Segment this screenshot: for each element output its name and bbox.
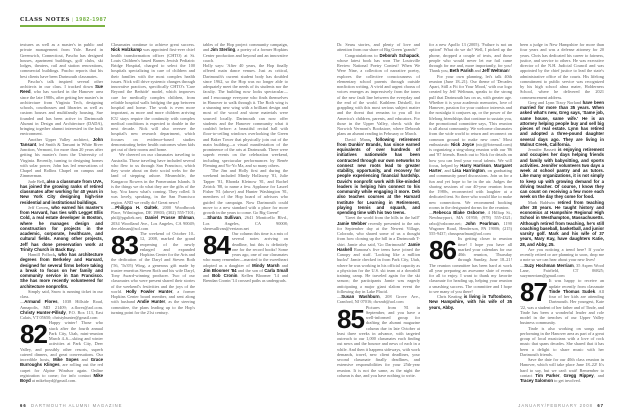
classmate-name: Philippa H. Gultek — [115, 204, 158, 210]
classmate-name: Jamie Webber — [337, 220, 367, 226]
paragraph — [20, 179, 103, 205]
paragraph — [520, 200, 604, 247]
page-number-right: 67 — [597, 403, 604, 408]
section-title: CLASS NOTES — [20, 17, 71, 23]
text-run: Jeff Cowen — [28, 204, 49, 210]
text-run: , who has worked in the Hanover area since the late 1980s, after getting her master's in architecture from Virginia Tech, designing schools, courthouses and libraries as well as custom houses and multifamily housing. Sue founded and has been active in Dartmouth Alumni in Design and Architecture (DADA), bringing together alumni interested in the built environment. — [20, 89, 103, 137]
classmate-name: retired from teaching after 38 years. He taught history and economics at Hampshire Regional High School in Westhampton, Massachusetts. Although retired from teaching, he's still coaching baseball, basketball, and junior varsity golf. Mark and his wife of 37 years, Mary Kay, have daughters Katie, 28, and Abby, 25. — [520, 199, 604, 247]
paragraph — [20, 289, 103, 300]
classmate-name: , who has architecture degrees from Berkeley and Harvard, designed for several firms before taking a break to focus on her family and community service in San Francisco. She has more recently volunteered for architecture nonprofits. — [20, 252, 103, 289]
text-run: and — [279, 262, 288, 268]
text-run: , — [491, 162, 494, 168]
paragraph — [111, 205, 195, 231]
paragraph — [429, 74, 512, 211]
text-run: at mikeboyd@gmail.com. — [30, 378, 77, 383]
classmate-name: John Tansant — [20, 136, 103, 147]
paragraph — [520, 357, 604, 383]
classmate-name: Lisa Harrington — [452, 168, 485, 173]
paragraph — [520, 147, 604, 200]
text-run: We cheered on our classmates traveling to Australia. Those traveling have included several who flew to us through San Francisco, which they wrote about on their social webs for the land of stepping ashore. Meanwhile, the Kangaroo Rowers in the Pomeranian Islands. It is the things we do what they are the gifts of the bay. You know what's coming. They rolled. It was lovely, speaking, in the San Francisco region. AND we really do! Great news! — [111, 152, 195, 205]
classmate-name: Shanta Sullivan — [207, 215, 241, 221]
text-run: Classmates continue to achieve great success. — [111, 42, 195, 47]
text-run: textures as well as a master's in public and private management from Yale. Based in Greenwich, Connecticut, Pascho has designed houses, apartment buildings, golf clubs, ski lodges, theaters, rail and station renovations, commercial buildings. Pascho reports that his best clients have been Dartmouth classmates. — [20, 42, 103, 79]
text-run: — — [429, 210, 434, 215]
classmate-name: Nick Joyce — [451, 141, 475, 147]
text-run: for a new Apollo 13 (2005). 'Failure is not an option!' What do we do? Well, I picked up the phone, dropped a couple of texts, and those people who would never let me fail came through for me and, more importantly, for you! Thank you, — [429, 42, 512, 74]
classmate-name: Gregg Rippey — [563, 372, 594, 378]
classmate-name: Grace Burroughs Klinges — [20, 357, 103, 368]
classmate-name: Jamie Haskell — [337, 241, 420, 252]
text-run: , 1038 Hillside Road, Annapolis, MD 21409; a.flores@aol.com. — [20, 299, 103, 310]
text-run: Our column this time is a mix of several notes arriving on deadline, but this is definitely one for the record books! Some years ago, one of our classmates who many remember—married to the sweetheart adopted as a daughter of — [203, 231, 288, 268]
paragraph — [337, 215, 420, 294]
paragraph — [337, 53, 420, 137]
class-entry — [203, 231, 288, 284]
text-run: and — [473, 68, 482, 74]
text-run: Tinde is also working on songs and performing in the Hanover area as part of a great group of local musicians with a love of rock music that spans decades. She shared that it has been a delight to share music with her Dartmouth friends. — [520, 325, 604, 357]
text-run: was appointed first-ever chief health transformation officer (CHTO) at St. Louis Children's based Barnes Jewish Pediatric Bridge Hospital, charged to select the 100 hospitals specializing in care of children and their families with the most complex health issues. Nick will drive systemic changes through innovative practices, specifically CHTO's 'Care Beyond the Bedside' model, which improves care for medically complex children, from reliable hospital walls bridging the gap between hospital and home. The work is even more important, as more and more children arriving ICU stays require the continuity with complex medical conditions is expected to double in the next decade. Nick will also oversee the hospital's new research department, which focuses on evidence-based studies demonstrating better health outcomes when kids get out of their rooms and home. — [111, 47, 195, 152]
paragraph — [111, 42, 195, 152]
classmate-name: Tim Parker — [535, 372, 560, 378]
class-year-number: 83 — [111, 230, 138, 260]
magazine-name: DARTMOUTH ALUMNI MAGAZINE — [31, 403, 123, 408]
text-run: — — [203, 215, 208, 221]
text-run: , and — [441, 168, 453, 173]
page-number-left: 66 — [20, 403, 27, 408]
paragraph — [337, 294, 420, 305]
paragraph — [20, 137, 103, 179]
class-year-number: 86 — [429, 235, 456, 266]
paragraph — [203, 42, 288, 63]
section-years: 1982-1987 — [75, 17, 107, 23]
text-run: , 2641 Monticello Blvd., Los Angeles, CA 90008; sheresullivan@verizon.net — [203, 215, 288, 231]
text-run: , 2034 Woodland Ave., Los Angeles, CA 90049; dee.ehlman@aol.com — [111, 215, 195, 231]
text-run: recently presented to the arts for September day at the Newest Village, Colorado, who shared some of us a thought from how cloning up the hill in a Dartmouth T-shirt. Jamie also said, 'Go Dartmouth!' — [337, 220, 420, 247]
text-run: Holly says: 'After 40 years, the Hop finally offered main dance venues. Just as critical, Dartmouth's current student body has doubled since 1962, so the Hop was no longer able to adequately meet the needs of its students nor the faculty. The building now looks spectacular—and I encourage everyone who finds themselves in Hanover to walk through it. The Roth wing is a stunning new wing with a brilliant design and most of the wood and stone materials were sourced locally. Dartmouth can now offer students and the Hanover community what it couldn't before: a beautiful recital hall with floor-to-ceiling windows overlooking the Green and Baker Tower that physically join out of the main building—a visual manifestation of the prominence of the arts at Dartmouth. There were superb events on the celebration weekend, including spectacular performances by Renée Fleming and Yo-Yo Ma, and so many others. — [203, 63, 288, 168]
text-run: and — [78, 357, 91, 362]
text-run: , 4 Hilltop St., Newburyport, MA 01950; (978) 555-4321; rabo@osborne.net; — [429, 210, 512, 226]
text-run: . Kellen Bloomer '14 and Brendan Cronin '14 crossed paths as undergrads. — [203, 273, 288, 284]
text-run: Save the date for our 40th class reunion in Hanover, which will take place June 18–22! It's hard to say, but we can't wait! Remember to contact — [520, 357, 604, 378]
text-run: ! — [508, 68, 511, 74]
class-year-number: 84 — [203, 230, 230, 260]
classmate-name: Holly Fowler Hunter — [126, 288, 173, 294]
class-entry — [429, 236, 512, 294]
text-run: 'Greet the world from the hills in the hall!' — [345, 215, 420, 221]
text-run: , a former Hopkins Center board member, and sent along with husband — [111, 288, 195, 305]
column-right-1 — [337, 42, 420, 398]
text-run: — — [337, 294, 342, 299]
classmate-name: Rebecca Blake Osborne — [433, 210, 485, 215]
text-run: Another Upper Valley architect, — [28, 136, 93, 142]
text-run: , a poetry of a former Hopkins Center production and beyond and an innovative coach. — [203, 47, 288, 63]
classmate-name: Deborah Schapack — [379, 52, 419, 58]
text-run: (nicj@fotemail.com) is organizing a sing-along reunion with our '86 and '87 friends. Reach out to Nick for details on how you can lend your vocal talents. We will focus, helped by — [429, 141, 512, 168]
text-run: For your own planning, let's talk 40th reunion (June 18–21). Our theme of 'Decades Apart, Still a Fit for Your Mood,' with our logo created by Jeff Weltman, speaks to the strong pull that Dartmouth has on us, with greater age. Whether it is your academic memories, love of Hanover, passion for your outdoor interests and the nostalgia it conjures up, or the power of the lifelong friendships that continue to sustain you, the promotional committee says, 'This reunion is all about community. We welcome classmates from the wide world to return and reconnect on common ground to make new ones.' Most enthusiastic — [429, 73, 512, 147]
classmate-name: is enjoying retirement and occupies her days helping friends and family with babysitting, and sports activities. Jennifer volunteers two days a week at school pantry and as tutors. Like many organizations, it is not simply to keep up with growing demand for a driving teacher. Of course, I know they can count on receiving a few more each week on the day they come for food. — [520, 147, 604, 200]
classmate-name: have been married for more than 35 years. When asked what's new, Greg says, 'Same job, same house, same wife.' He is an attorney helping people buy and sell big pieces of real estate. Lynn has retired and adopted a three-pound daughter several days ago. They are living in Walnut Creek, California. — [520, 99, 604, 147]
class-year-number: 87 — [520, 277, 547, 308]
text-run: Pictures from '81 in September, and you have a well-informed group for drafting the alumni magazine column due in late October at least three weeks in advance, with targeted outreach to our 1,000 classmates each finding out news and the bounce and news of each in a while. And then it happens sideways, with work demands, travel, new client deadlines, your second classmate finally deadlines, and extensive responsibilities for your 25th-year reunion. It is not the same, as the night the column is due, and you have nothing to write. — [337, 304, 420, 378]
paragraph — [520, 326, 604, 358]
text-run: , whose latest book has won The Louisville Review National Poetry Contest! When We Were Nine, a collection of narrative poetry, explores the collective consciousness of elementary school parents through outside nonfiction writing. A vivid and urgent chorus of voices emerges as impressively from the tones of the new fault line between the everyday and the end of the world. Kathleen Driskell, for grappling with this most serious subject matter and the threat that remains to you all for America's children, parents, and educators. For those in the Upper Valley, check with the Norwich Vermont's Bookstore, where Deborah plans an alumni reading in February or March. — [337, 52, 420, 137]
classmate-name: is living in Tuftonboro, New Hampshire, with his wife of 35 years, Abby. — [429, 294, 512, 310]
classmate-name: Tracey Salomon — [520, 378, 553, 383]
classmate-name: Nick Holzkamp — [111, 47, 142, 53]
paragraph — [337, 137, 420, 216]
text-run: 'The Jim and Holly first and during the weekend included Mindy Hollaway '81, Julie Tapper '81, Rhonda Kleinow '81, and Rachel Zeirick '88, to name a few. Applause for Laurel Fisher '81 (above) and Hunter Washington '81, members of the Hop board of advisors who guided the campaign. Now Dartmouth could move to a new standard with a place for more growth in the years to come. Go Big Green!' — [203, 168, 288, 215]
classmate-name: Armand Flores — [24, 299, 58, 305]
text-run: David Mann — [345, 136, 370, 142]
classmate-name: Mike Boyd — [20, 372, 103, 383]
classmate-name: Mike Sopes — [53, 357, 79, 362]
paragraph — [520, 100, 604, 147]
column-right-3 — [520, 42, 604, 398]
text-run: , 35 Aspen Wood Lane, Fairfield, CT 06825; suzymerriam@gmail.com — [520, 262, 604, 278]
column-left-3 — [203, 42, 288, 398]
paragraph — [111, 152, 195, 205]
class-entry — [20, 320, 103, 383]
column-right-2 — [429, 42, 512, 398]
paragraph — [520, 42, 604, 100]
footer-left — [20, 403, 122, 408]
classmate-name: Tinde Thomas Sudek — [548, 288, 596, 294]
classmate-name: Christy Hunter-Pillsdy — [20, 309, 66, 315]
paragraph — [20, 299, 103, 320]
classmate-name: Bob Cronin — [212, 273, 238, 278]
text-run: . All four of her kids are attending Dartmouth. Her youngest, Kate '22, was a student of her father and of Tinde, and Tinde has been a wonderful leader and role model in the trenches of our Upper Valley business community. — [520, 288, 604, 326]
paragraph — [20, 205, 103, 252]
text-run: , on graduating and community panel discussions. Join us for a fun and yet hope to be in the air. Judges the sharing sessions of our 40-year reunion from the 1980s, reconnected with laughter at a dedicated tent. So there who would like to make new connections. We recommend booking rooms in the designated dorms for the reunion. — [429, 168, 512, 210]
column-left-2 — [111, 42, 195, 398]
paragraph — [520, 247, 604, 263]
paragraph — [337, 42, 420, 53]
class-entry — [337, 305, 420, 379]
footer-right — [518, 403, 604, 408]
classmate-name: , following retirement from Dunkin' Brands, has since earned equivalents of over hundreds of initiatives nationwide has been contracted through our own networks to connect new roots lead to greater stability, opportunity, and recovery for people experiencing financial hardship. David's nonprofit work with like-minded leaders is helping him connect to his community while engaging it more. Deb also teaches courses at the Harvard Institute for Learning in Retirement, playing tennis and squash, and spending time with his two teens. — [337, 136, 420, 215]
text-run: Jennifer Bassett — [528, 147, 557, 152]
text-run: Are you noticing a trend here? If you're recently retired or are planning to soon, drop me a note so we can hear about your new lives! — [520, 246, 604, 263]
classmate-name: Daniel Prasse Ehlman — [145, 215, 194, 221]
text-run: been a judge in New Hampshire for more than four years and was a defense attorney for 20 years. Chris has dedicated his career to fairness, justice, and service to others. He was executive director of the N.H. Judicial Council and was appointed by the chief justice to lead the state's administrative office of the courts. His lifelong commitment to public service was recognized by his high school alma mater, Holderness School, where he delivered the 2021 commencement address. — [520, 42, 604, 100]
class-year-number: 85 — [337, 303, 364, 334]
text-run: tables of the Hop project community campaign, and — [203, 42, 288, 53]
text-run: — — [111, 204, 116, 210]
classmate-name: Harry Harrison — [460, 162, 492, 168]
text-run: Congratulations to — [345, 52, 380, 58]
classmate-name: , who earned his master's from Harvard, has ties with Legget Ellis Cold, a real estate developer in Boston, where he manages design and construction for projects in the academic, corporate, healthcare, and cultural fields. Among other projects, Jeff has done preservation work at Trinity Church in Back Bay. — [20, 204, 103, 252]
text-run: and — [203, 273, 213, 278]
classmate-name: Andie Hunter — [137, 299, 166, 305]
text-run: Its getting closer to reunion time! I hope you have all marked your calendars for our 40th reunion, Thursday through Sunday, June 18–21! The reunion committee has been hard at work all year preparing an awesome slate of events for all to enjoy. I want to thank my favorite classmate for heading up, helping your reunion a smashing success. The committee and I hope to see many of you there! — [429, 236, 512, 294]
text-run: , P.O. Box 113, East Calais, VT 05650; christyhunter@gmail.com — [20, 309, 103, 320]
text-run: , as the steering committee, the plans leading up to the Hop's turning point for the 21st century. — [111, 299, 195, 315]
text-run: to get involved. — [552, 378, 581, 383]
section-header — [20, 17, 107, 23]
paragraph — [203, 63, 288, 168]
text-run: Hamill Pollock — [28, 252, 56, 257]
paragraph — [20, 79, 103, 137]
text-run: , 1190 Wagoner Road, Henderson, PA 19006; (215) 555-9437; chruspearlman@aol.com — [429, 220, 512, 236]
text-run: Simply said, Snow is running ticket in our class. — [20, 288, 103, 299]
class-year-number: 82 — [20, 319, 47, 350]
classmate-name: Mindy Marsh — [252, 262, 280, 268]
text-run: Greg and Lynn Tracy Norland — [528, 99, 582, 105]
classmate-name: Beth Parish — [449, 68, 474, 74]
classmate-name: John Pearlman — [465, 220, 499, 226]
paragraph — [429, 210, 512, 236]
paragraph — [203, 215, 288, 231]
classmate-name: , also a classmate from UVA, has joined the growing ranks of retired classmates after working for 40 years in New York City designing high-rise residential and institutional buildings. — [20, 178, 103, 205]
text-run: — — [520, 262, 525, 268]
header-rule — [20, 25, 105, 27]
text-run: The weekend of October 10–12, 2008, marked the grand reopening of the newly enlarged and expanded Hopkins Center for the Arts and the dedication of the Daryl and Steven Roth ('56, 'Tu'05) Wing, a generous gift made by trustee emeritus Steven Roth and his wife Daryl, Tony Award-winning producer. Two of our classmates who were present shared their stories of the weekend's festivities and the joys of the world. — [111, 231, 195, 294]
paragraph — [429, 42, 512, 74]
paragraph — [203, 168, 288, 215]
text-run: , led Smith & Tansant in White River Junction, Vermont, for more than 20 years after getting his master's from the University of Virginia. Recently, turning to designing homes with solar power, John has led renovations of Chapel and Rollins Chapel on campus and Zimmerman. — [20, 141, 103, 179]
paragraph — [20, 42, 103, 79]
classmate-name: Suzy Hochman Merriam — [524, 262, 574, 268]
text-run: , — [559, 372, 564, 378]
classmate-name: Jim Bloomer '84 — [203, 267, 237, 273]
text-run: Chris Keating — [437, 294, 462, 299]
classmate-name: Margaret Harter — [429, 162, 512, 173]
text-run: Jude Bell — [28, 178, 45, 184]
column-left-1 — [20, 42, 103, 398]
text-run: It was happy to receive an update recently from classmate — [548, 278, 604, 289]
text-run: Pascho's talk inspired several other architects in our class. I tracked down — [20, 78, 103, 89]
paragraph — [429, 294, 512, 310]
class-entry — [111, 231, 195, 315]
paragraph — [20, 252, 103, 289]
text-run: , are rolling out the red carpet for Alpine Windsor again. Online registration to come; for info contact — [20, 362, 103, 378]
classmate-name: Jeff Weltman — [481, 68, 509, 74]
text-run: Mark Baldwin — [528, 199, 555, 205]
issue-date: JANUARY/FEBRUARY 2008 — [518, 403, 593, 408]
text-run: , and — [593, 372, 604, 378]
text-run: , 2000 Woodbrook Place, Wilmington, DE 19803; (302) 555-7101; phil@pgultek.net; — [111, 204, 195, 221]
class-entry — [520, 278, 604, 325]
classmate-name: Carla Small — [264, 267, 288, 273]
text-run: Ramona's five teens have joined the Canopy and stuff. 'Looking like a million bucks!' Jamie checked in from Park City, Utah, where he was working in his official capacity as a physician for the U.S. ski team at a downhill training camp. He traveled again for the ski season; the participants Jamie was eagerly anticipating a major giant slalom event the following day in Lake Placid. — [337, 246, 420, 294]
paragraph — [520, 263, 604, 279]
classmate-name: Susan Washburn — [341, 294, 380, 299]
text-run: Happy winter! Those who stuck after the fourth annual Park City, Utah, mini-reunion March 4–6—skiing and winter activities at Park City, Deer Valley, and possibly other resorts, superb catered dinners, and great conversations. Our incredible hosts, — [20, 320, 103, 362]
text-run: , 208 Grove Ave., Cranford, NJ 07016; dwsmb@aol.com — [337, 294, 420, 305]
classmate-name: Sue Reed — [20, 84, 103, 95]
classmate-name: Jim Sterling — [210, 47, 236, 53]
text-run: Dr. Seuss stories, and plenty of love and attention from our share of Big Green 'grands!' — [337, 42, 420, 53]
header-separator: | — [72, 17, 74, 23]
text-run: — — [20, 299, 25, 305]
text-run: and the son of — [236, 267, 265, 273]
